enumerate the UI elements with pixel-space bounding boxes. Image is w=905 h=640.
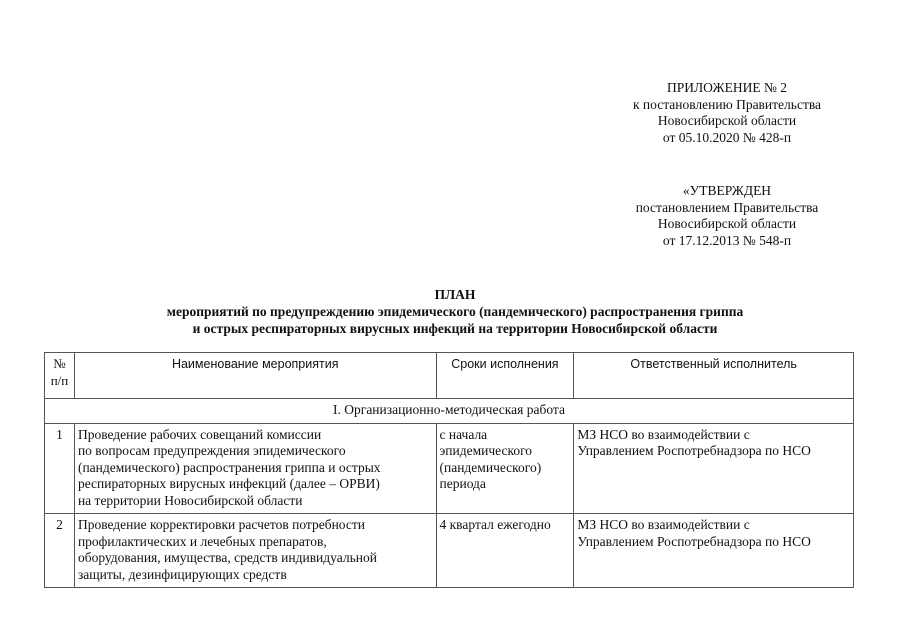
- header-executor: Ответственный исполнитель: [574, 353, 854, 399]
- table-header-row: [45, 353, 854, 399]
- row-deadline: 4 квартал ежегодно: [436, 514, 574, 588]
- row-num: 2: [45, 514, 75, 588]
- appendix-date: от 05.10.2020 № 428-п: [662, 129, 792, 145]
- row-num: 1: [45, 423, 75, 514]
- section-row: [45, 399, 854, 424]
- plan-heading: [60, 286, 850, 337]
- plan-table: [44, 352, 854, 588]
- appendix-title: ПРИЛОЖЕНИЕ № 2: [666, 80, 788, 95]
- approved-line: постановлением Правительства: [635, 199, 819, 215]
- header-deadline: Сроки исполнения: [436, 353, 574, 399]
- approved-title: «УТВЕРЖДЕН: [682, 183, 772, 198]
- row-executor: МЗ НСО во взаимодействии с Управлением Роспотребнадзора по НСО: [574, 514, 854, 588]
- row-executor: МЗ НСО во взаимодействии с Управлением Роспотребнадзора по НСО: [574, 423, 854, 514]
- plan-subtitle: и острых респираторных вирусных инфекций на территории Новосибирской области: [192, 321, 718, 336]
- approved-block: [612, 183, 842, 249]
- section-title: I. Организационно-методическая работа: [45, 399, 854, 424]
- table-row: [45, 514, 854, 588]
- appendix-block: [612, 80, 842, 146]
- row-name: Проведение рабочих совещаний комиссии по вопросам предупреждения эпидемического (пандемического) распространения гриппа и острых респираторных вирусных инфекций (далее – ОРВИ) на территории Новосибирской области: [74, 423, 436, 514]
- approved-date: от 17.12.2013 № 548-п: [662, 232, 792, 248]
- header-name: Наименование мероприятия: [74, 353, 436, 399]
- appendix-line: к постановлению Правительства: [632, 96, 822, 112]
- plan-subtitle: мероприятий по предупреждению эпидемического (пандемического) распространения гриппа: [166, 304, 744, 319]
- table-row: [45, 423, 854, 514]
- plan-title: ПЛАН: [434, 287, 476, 302]
- appendix-line: Новосибирской области: [657, 113, 797, 128]
- row-name: Проведение корректировки расчетов потребности профилактических и лечебных препаратов, оборудования, имущества, средств индивидуальной защиты, дезинфицирующих средств: [74, 514, 436, 588]
- approved-line: Новосибирской области: [657, 216, 797, 231]
- header-num: № п/п: [45, 353, 75, 399]
- row-deadline: с начала эпидемического (пандемического) периода: [436, 423, 574, 514]
